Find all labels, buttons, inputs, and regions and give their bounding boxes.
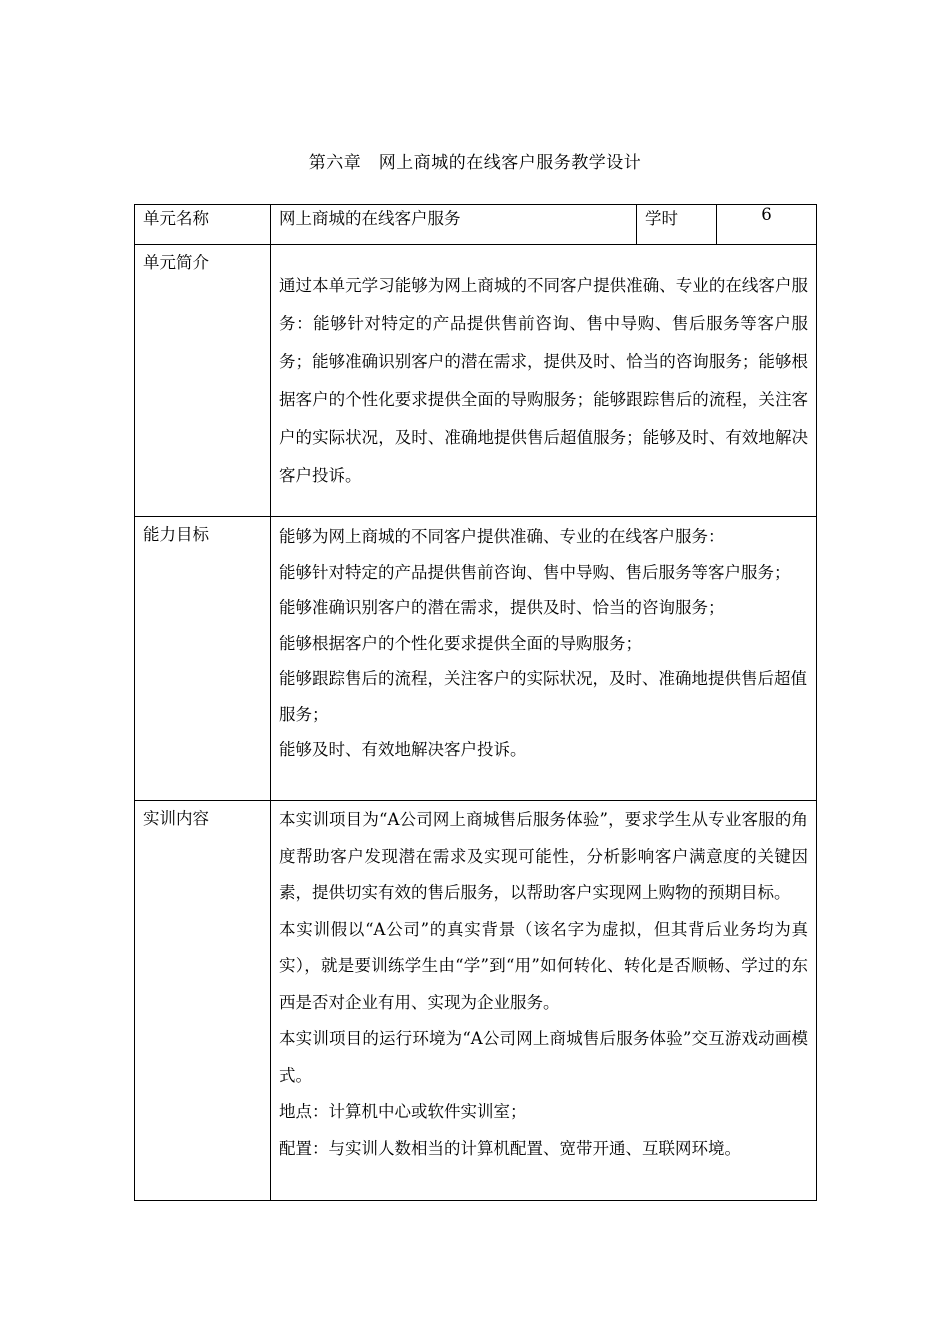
hours-label: 学时 — [637, 205, 717, 245]
training-paragraph: 本实训项目的运行环境为“A公司网上商城售后服务体验”交互游戏动画模式。 — [279, 1029, 808, 1085]
goals-content — [271, 517, 817, 801]
summary-label: 单元简介 — [135, 245, 271, 517]
training-content — [271, 801, 817, 1201]
hours-value: 6 — [717, 205, 817, 245]
unit-name-row — [135, 205, 817, 245]
goal-item: 能够准确识别客户的潜在需求，提供及时、恰当的咨询服务； — [279, 598, 725, 617]
training-location: 地点：计算机中心或软件实训室； — [279, 1102, 527, 1121]
goal-item: 能够为网上商城的不同客户提供准确、专业的在线客户服务： — [279, 527, 725, 546]
summary-text: 通过本单元学习能够为网上商城的不同客户提供准确、专业的在线客户服务：能够针对特定的产品提供售前咨询、售中导购、售后服务等客户服务；能够准确识别客户的潜在需求，提供及时、恰当的咨询服务；能够根据客户的个性化要求提供全面的导购服务；能够跟踪售后的流程，关注客户的实际状况，及时、准确地提供售后超值服务；能够及时、有效地解决客户投诉。 — [271, 245, 817, 517]
goal-item: 能够跟踪售后的流程，关注客户的实际状况，及时、准确地提供售后超值服务； — [279, 669, 807, 724]
goals-row — [135, 517, 817, 801]
goal-item: 能够及时、有效地解决客户投诉。 — [279, 740, 527, 759]
training-paragraph: 本实训项目为“A公司网上商城售后服务体验”，要求学生从专业客服的角度帮助客户发现潜在需求及实现可能性，分析影响客户满意度的关键因素，提供切实有效的售后服务，以帮助客户实现网上购物的预期目标。 — [279, 810, 808, 902]
unit-name-label: 单元名称 — [135, 205, 271, 245]
unit-design-table — [134, 204, 817, 1201]
page-title: 第六章 网上商城的在线客户服务教学设计 — [308, 153, 642, 173]
training-label: 实训内容 — [135, 801, 271, 1201]
goal-item: 能够根据客户的个性化要求提供全面的导购服务； — [279, 633, 642, 653]
training-paragraph: 本实训假以“A公司”的真实背景（该名字为虚拟，但其背后业务均为真实），就是要训练学生由“学”到“用”如何转化、转化是否顺畅、学过的东西是否对企业有用、实现为企业服务。 — [279, 919, 808, 1012]
training-row — [135, 801, 817, 1201]
goal-item: 能够针对特定的产品提供售前咨询、售中导购、售后服务等客户服务； — [279, 562, 791, 582]
unit-name-value: 网上商城的在线客户服务 — [271, 205, 637, 245]
training-config: 配置：与实训人数相当的计算机配置、宽带开通、互联网环境。 — [279, 1138, 741, 1158]
summary-row — [135, 245, 817, 517]
goals-label: 能力目标 — [135, 517, 271, 801]
